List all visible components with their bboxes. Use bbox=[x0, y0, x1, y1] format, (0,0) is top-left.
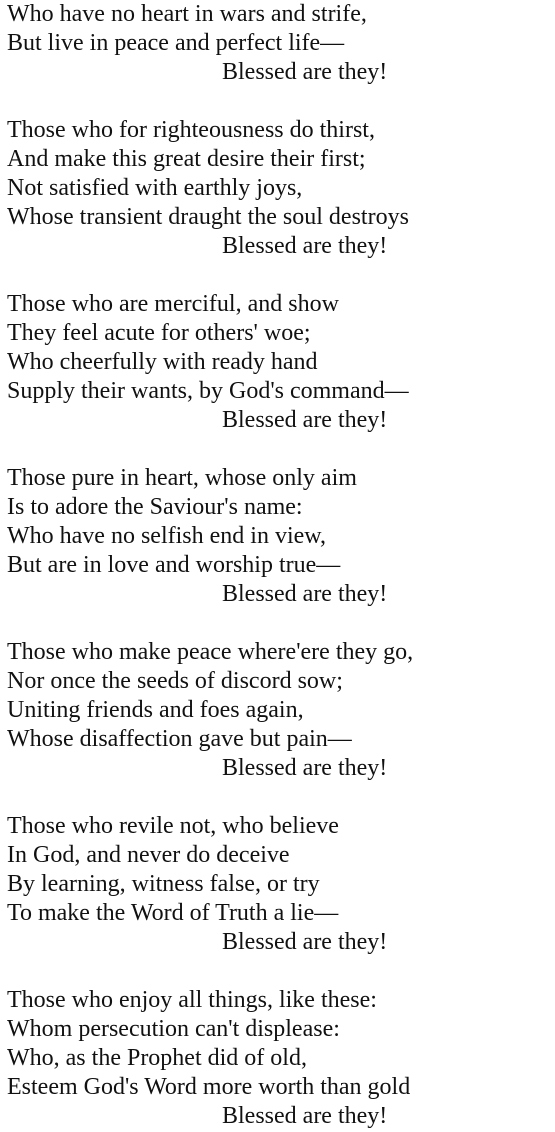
poem-line: Supply their wants, by God's command— bbox=[7, 378, 409, 404]
poem-line: Those who are merciful, and show bbox=[7, 291, 339, 317]
stanza-3 bbox=[7, 290, 555, 435]
poem-line: Those who make peace where'ere they go, bbox=[7, 639, 414, 665]
refrain-line: Blessed are they! bbox=[222, 1103, 388, 1129]
poem-line: Whom persecution can't displease: bbox=[7, 1016, 340, 1042]
poem-line: Those who for righteousness do thirst, bbox=[7, 117, 375, 143]
stanza-5 bbox=[7, 638, 555, 783]
poem-line: Uniting friends and foes again, bbox=[7, 697, 304, 723]
poem-line: Whose transient draught the soul destroys bbox=[7, 204, 409, 230]
refrain-line: Blessed are they! bbox=[222, 755, 388, 781]
stanza-2 bbox=[7, 116, 555, 261]
poem-line: Those pure in heart, whose only aim bbox=[7, 465, 357, 491]
refrain-line: Blessed are they! bbox=[222, 59, 388, 85]
poem-line: Is to adore the Saviour's name: bbox=[7, 494, 303, 520]
poem-line: By learning, witness false, or try bbox=[7, 871, 320, 897]
poem-line: To make the Word of Truth a lie— bbox=[7, 900, 339, 926]
stanza-6 bbox=[7, 812, 555, 957]
poem-line: They feel acute for others' woe; bbox=[7, 320, 311, 346]
poem-line: Who, as the Prophet did of old, bbox=[7, 1045, 307, 1071]
poem-line: Those who enjoy all things, like these: bbox=[7, 987, 377, 1013]
poem-line: Those who revile not, who believe bbox=[7, 813, 339, 839]
refrain-line: Blessed are they! bbox=[222, 407, 388, 433]
poem-line: Who have no heart in wars and strife, bbox=[7, 1, 367, 27]
poem-line: But are in love and worship true— bbox=[7, 552, 341, 578]
poem-line: And make this great desire their first; bbox=[7, 146, 366, 172]
poem-line: Who cheerfully with ready hand bbox=[7, 349, 318, 375]
refrain-line: Blessed are they! bbox=[222, 581, 388, 607]
poem-line: But live in peace and perfect life— bbox=[7, 30, 345, 56]
stanza-7 bbox=[7, 986, 555, 1131]
stanza-4 bbox=[7, 464, 555, 609]
poem-line: Esteem God's Word more worth than gold bbox=[7, 1074, 411, 1100]
poem-line: In God, and never do deceive bbox=[7, 842, 290, 868]
refrain-line: Blessed are they! bbox=[222, 929, 388, 955]
poem-line: Not satisfied with earthly joys, bbox=[7, 175, 303, 201]
poem-line: Whose disaffection gave but pain— bbox=[7, 726, 352, 752]
poem-line: Nor once the seeds of discord sow; bbox=[7, 668, 343, 694]
poem-line: Who have no selfish end in view, bbox=[7, 523, 327, 549]
stanza-1 bbox=[7, 0, 555, 87]
refrain-line: Blessed are they! bbox=[222, 233, 388, 259]
